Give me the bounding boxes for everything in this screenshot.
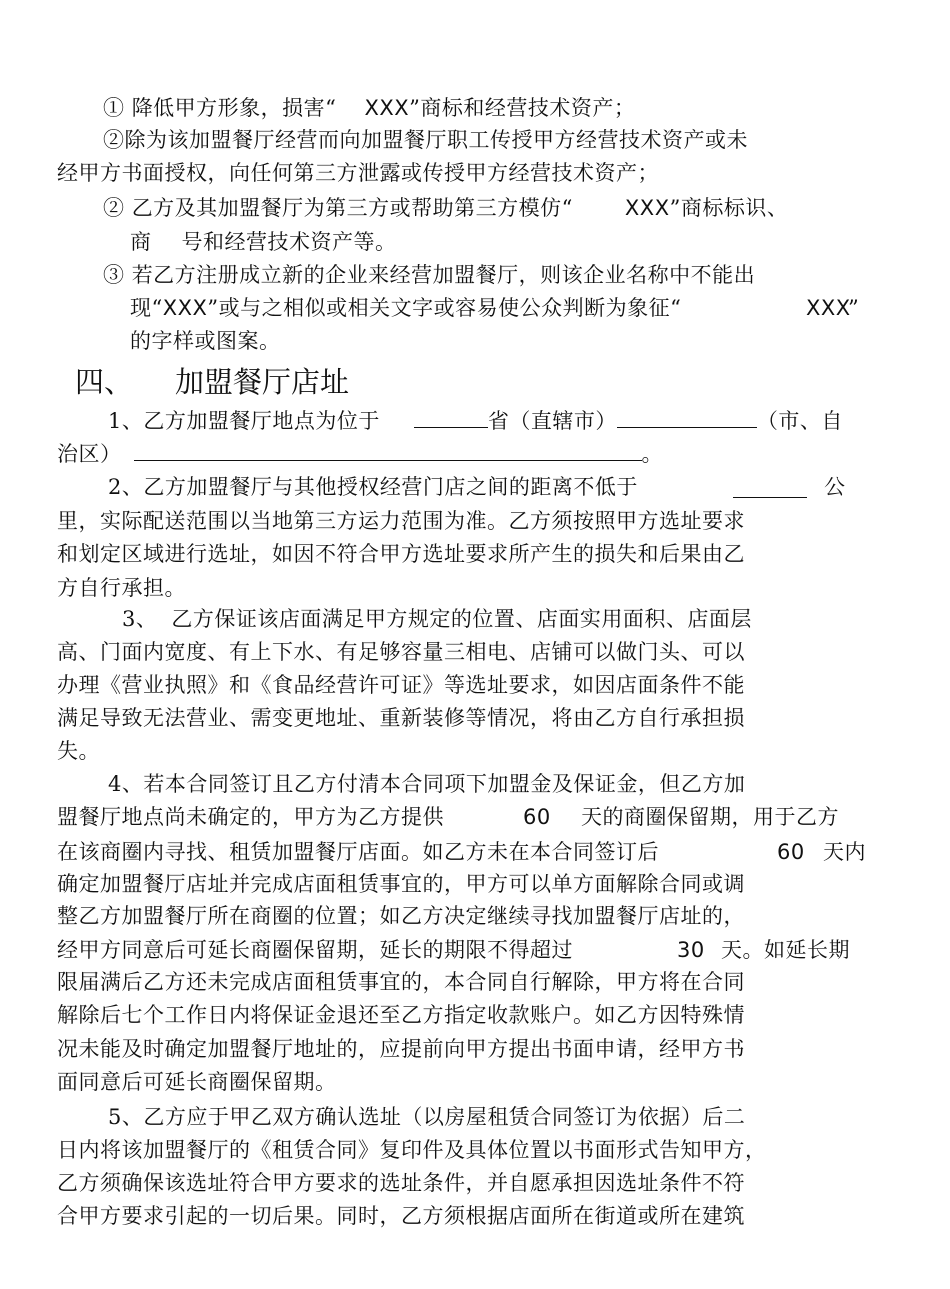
- clause-4-line-2: 盟餐厅地点尚未确定的，甲方为乙方提供 60 天的商圈保留期，用于乙方: [57, 801, 857, 833]
- clause-5-line-4: 合甲方要求引起的一切后果。同时，乙方须根据店面所在街道或所在建筑: [57, 1204, 745, 1228]
- district-blank[interactable]: [134, 436, 642, 461]
- clause-4-line-4: 确定加盟餐厅店址并完成店面租赁事宜的，甲方可以单方面解除合同或调: [57, 872, 745, 896]
- distance-blank[interactable]: [733, 473, 807, 498]
- clause-4-line-6: 经甲方同意后可延长商圈保留期，延长的期限不得超过 30 天。如延长期: [57, 934, 877, 966]
- prohibited-item-2-line-2: 经甲方书面授权，向任何第三方泄露或传授甲方经营技术资产；: [57, 161, 659, 185]
- trademark-placeholder: XXX: [624, 196, 670, 220]
- prohibited-item-2-line-1: ②除为该加盟餐厅经营而向加盟餐厅职工传授甲方经营技术资产或未: [103, 128, 748, 152]
- clause-3-line-4: 满足导致无法营业、需变更地址、重新装修等情况，将由乙方自行承担损: [57, 706, 745, 730]
- clause-4-line-7: 限届满后乙方还未完成店面租赁事宜的，本合同自行解除，甲方将在合同: [57, 970, 745, 994]
- clause-number: 4、: [108, 772, 144, 796]
- retention-days: 60: [777, 840, 805, 864]
- clause-5-line-1: 5、乙方应于甲乙双方确认选址（以房屋租赁合同签订为依据）后二: [108, 1105, 746, 1129]
- clause-3-line-1: 3、 乙方保证该店面满足甲方规定的位置、店面实用面积、店面层: [122, 607, 752, 631]
- prohibited-item-1: ① 降低甲方形象，损害“ XXX”商标和经营技术资产；: [103, 96, 636, 120]
- section-number: 四、: [75, 365, 134, 399]
- retention-days: 60: [523, 805, 551, 829]
- item-marker: ②: [103, 128, 125, 152]
- item-marker: ③: [103, 263, 125, 287]
- clause-1-line-1: 1、乙方加盟餐厅地点为位于 省（直辖市） （市、自: [108, 403, 843, 435]
- clause-number: 1、: [108, 409, 144, 433]
- clause-1-line-2: 治区） 。: [57, 436, 663, 468]
- clause-4-line-9: 况未能及时确定加盟餐厅地址的，应提前向甲方提出书面申请，经甲方书: [57, 1037, 745, 1061]
- clause-3-line-3: 办理《营业执照》和《食品经营许可证》等选址要求，如因店面条件不能: [57, 673, 745, 697]
- prohibited-item-4-line-3: 的字样或图案。: [130, 329, 281, 353]
- clause-2-line-2: 里，实际配送范围以当地第三方运力范围为准。乙方须按照甲方选址要求: [57, 509, 745, 533]
- prohibited-item-4-line-2: 现“XXX”或与之相似或相关文字或容易使公众判断为象征“ XXX ”: [130, 292, 860, 324]
- extension-days: 30: [677, 938, 705, 962]
- trademark-placeholder: XXX: [364, 96, 410, 120]
- clause-3-line-5: 失。: [57, 739, 100, 763]
- clause-3-line-2: 高、门面内宽度、有上下水、有足够容量三相电、店铺可以做门头、可以: [57, 640, 745, 664]
- clause-number: 5、: [108, 1105, 144, 1129]
- item-marker: ②: [103, 196, 125, 220]
- clause-2-line-3: 和划定区域进行选址，如因不符合甲方选址要求所产生的损失和后果由乙: [57, 542, 745, 566]
- clause-number: 3、: [122, 607, 158, 631]
- clause-5-line-2: 日内将该加盟餐厅的《租赁合同》复印件及具体位置以书面形式告知甲方，: [57, 1138, 767, 1162]
- item-marker: ①: [103, 96, 125, 120]
- clause-2-line-4: 方自行承担。: [57, 576, 186, 600]
- clause-2-line-1: 2、乙方加盟餐厅与其他授权经营门店之间的距离不低于 公: [108, 475, 846, 499]
- trademark-placeholder: XXX: [162, 296, 208, 320]
- prohibited-item-3-line-2: 商 号和经营技术资产等。: [130, 230, 397, 254]
- clause-4-line-3: 在该商圈内寻找、租赁加盟餐厅店面。如乙方未在本合同签订后 60 天内: [57, 836, 877, 868]
- clause-4-line-1: 4、若本合同签订且乙方付清本合同项下加盟金及保证金，但乙方加: [108, 772, 746, 796]
- section-heading: [75, 362, 349, 402]
- clause-5-line-3: 乙方须确保该选址符合甲方要求的选址条件，并自愿承担因选址条件不符: [57, 1171, 745, 1195]
- section-title: 加盟餐厅店址: [175, 365, 350, 399]
- clause-4-line-5: 整乙方加盟餐厅所在商圈的位置；如乙方决定继续寻找加盟餐厅店址的，: [57, 904, 745, 928]
- prohibited-item-3-line-1: ② 乙方及其加盟餐厅为第三方或帮助第三方模仿“ XXX”商标标识、: [103, 196, 789, 220]
- clause-4-line-8: 解除后七个工作日内将保证金退还至乙方指定收款账户。如乙方因特殊情: [57, 1003, 745, 1027]
- city-blank[interactable]: [617, 403, 757, 428]
- clause-number: 2、: [108, 475, 144, 499]
- prohibited-item-4-line-1: ③ 若乙方注册成立新的企业来经营加盟餐厅，则该企业名称中不能出: [103, 263, 756, 287]
- clause-4-line-10: 面同意后可延长商圈保留期。: [57, 1070, 337, 1094]
- province-blank[interactable]: [414, 403, 488, 428]
- trademark-placeholder: XXX: [806, 296, 851, 320]
